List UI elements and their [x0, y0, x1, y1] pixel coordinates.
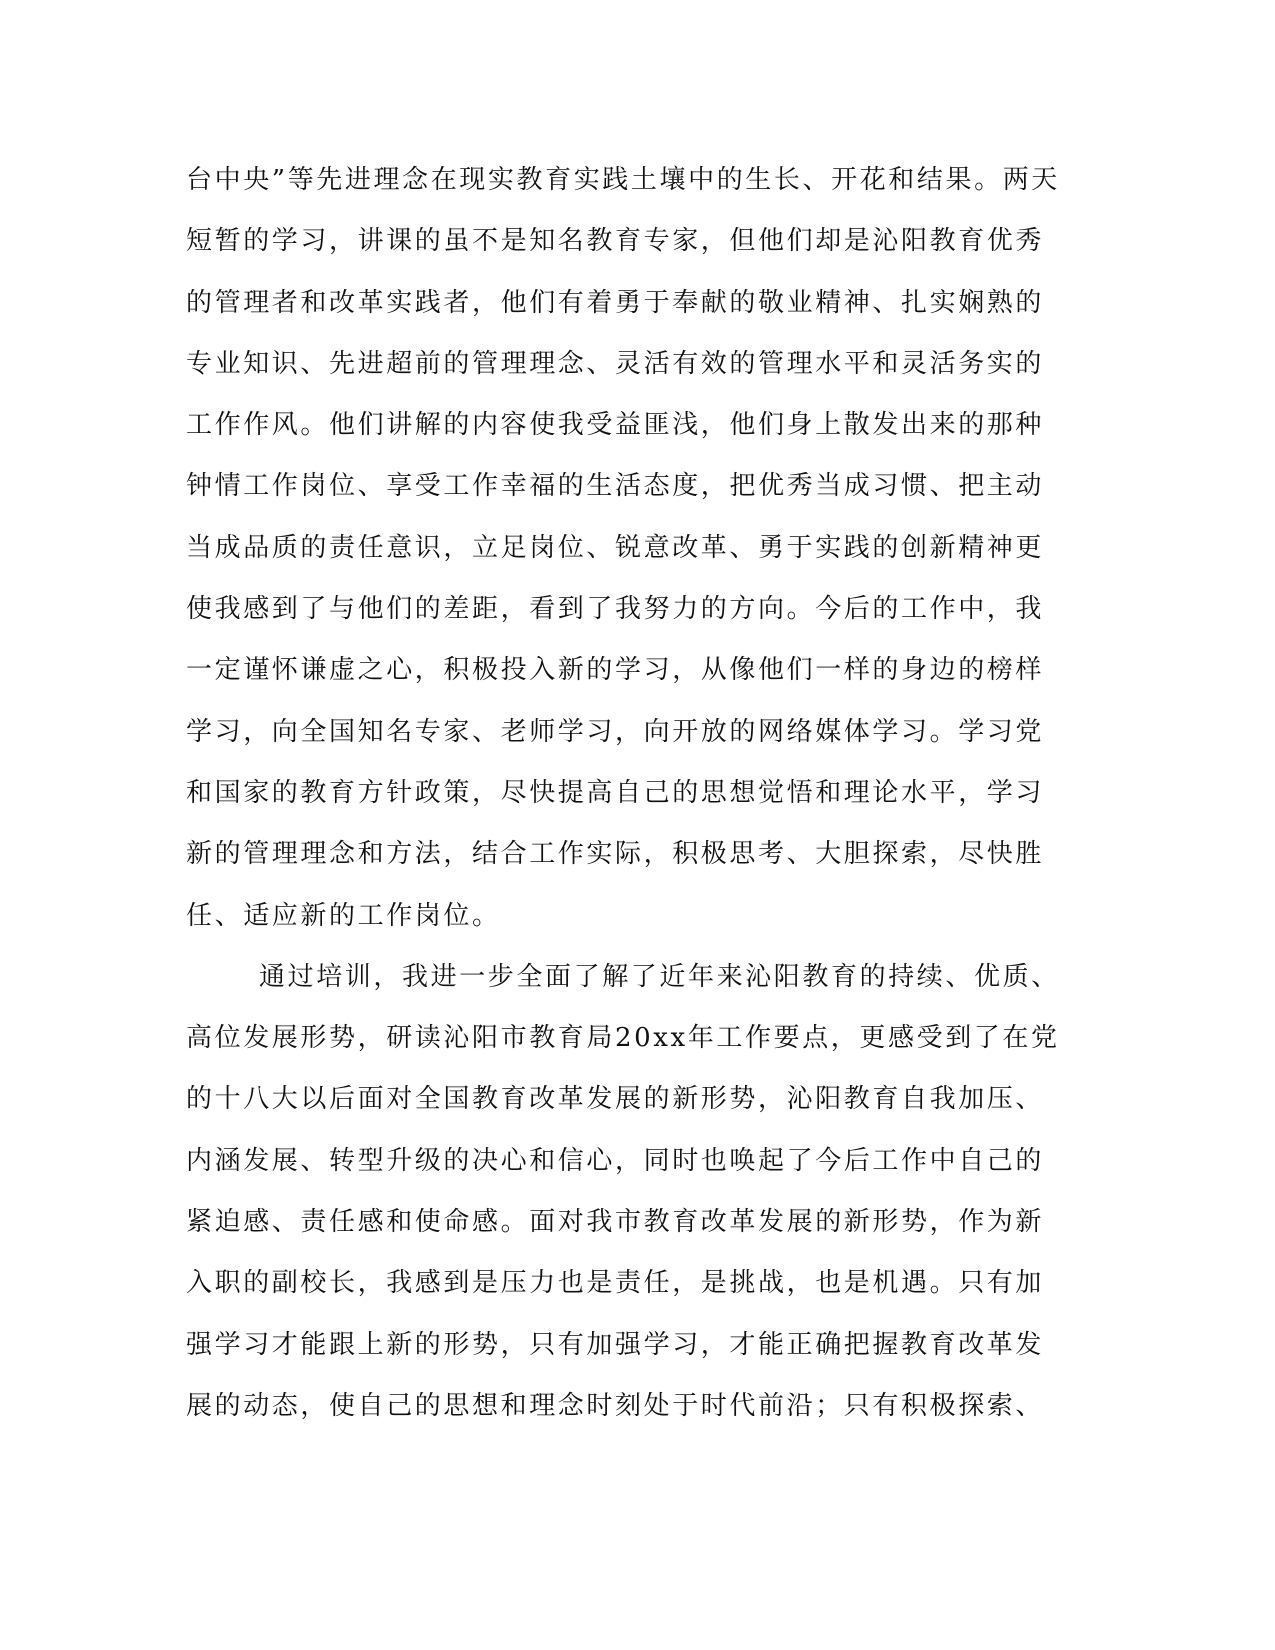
text-line: 学习，向全国知名专家、老师学习，向开放的网络媒体学习。学习党: [186, 716, 1045, 747]
paragraph-first-line: 通过培训，我进一步全面了解了近年来沁阳教育的持续、优质、: [259, 961, 1060, 992]
text-line: 短暂的学习，讲课的虽不是知名教育专家，但他们却是沁阳教育优秀: [186, 226, 1045, 257]
text-line: 内涵发展、转型升级的决心和信心，同时也唤起了今后工作中自己的: [186, 1145, 1045, 1176]
text-line: 强学习才能跟上新的形势，只有加强学习，才能正确把握教育改革发: [186, 1329, 1045, 1360]
text-line: 展的动态，使自己的思想和理念时刻处于时代前沿；只有积极探索、: [186, 1390, 1045, 1421]
body-text: [186, 159, 1066, 1446]
text-line: 和国家的教育方针政策，尽快提高自己的思想觉悟和理论水平，学习: [186, 777, 1045, 808]
text-line: 任、适应新的工作岗位。: [186, 900, 501, 931]
text-line: 工作作风。他们讲解的内容使我受益匪浅，他们身上散发出来的那种: [186, 410, 1045, 441]
text-line: 高位发展形势，研读沁阳市教育局20xx年工作要点，更感受到了在党: [186, 1023, 1060, 1054]
text-line: 紧迫感、责任感和使命感。面对我市教育改革发展的新形势，作为新: [186, 1207, 1045, 1238]
text-line: 入职的副校长，我感到是压力也是责任，是挑战，也是机遇。只有加: [186, 1268, 1045, 1299]
text-line: 钟情工作岗位、享受工作幸福的生活态度，把优秀当成习惯、把主动: [186, 471, 1045, 502]
text-line: 专业知识、先进超前的管理理念、灵活有效的管理水平和灵活务实的: [186, 348, 1045, 379]
text-line: 的十八大以后面对全国教育改革发展的新形势，沁阳教育自我加压、: [186, 1084, 1045, 1115]
text-line: 台中央”等先进理念在现实教育实践土壤中的生长、开花和结果。两天: [186, 165, 1060, 195]
text-line: 使我感到了与他们的差距，看到了我努力的方向。今后的工作中，我: [186, 594, 1045, 625]
text-line: 当成品质的责任意识，立足岗位、锐意改革、勇于实践的创新精神更: [186, 532, 1045, 563]
text-line: 新的管理理念和方法，结合工作实际，积极思考、大胆探索，尽快胜: [186, 839, 1045, 870]
text-line: 的管理者和改革实践者，他们有着勇于奉献的敬业精神、扎实娴熟的: [186, 287, 1045, 318]
text-line: 一定谨怀谦虚之心，积极投入新的学习，从像他们一样的身边的榜样: [186, 655, 1045, 686]
